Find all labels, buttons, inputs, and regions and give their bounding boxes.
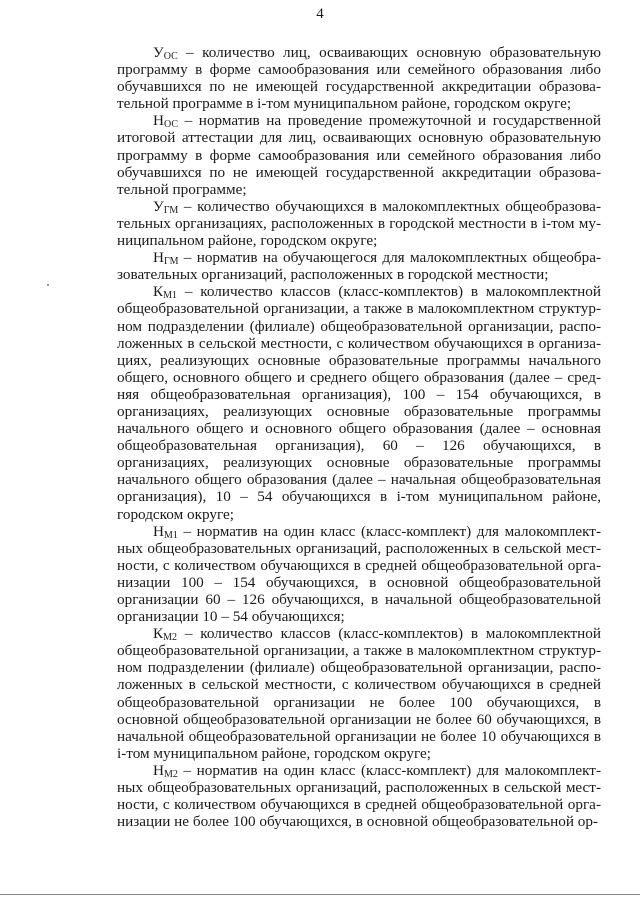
symbol: У xyxy=(153,197,164,215)
paragraph-n-m1 xyxy=(117,523,601,626)
symbol: Н xyxy=(153,112,164,130)
symbol: Н xyxy=(153,761,164,779)
symbol-subscript: М1 xyxy=(163,290,178,302)
scan-speck xyxy=(47,284,49,286)
symbol-subscript: М2 xyxy=(163,768,178,780)
symbol: У xyxy=(153,44,164,61)
paragraph-text: – норматив на обучающегося для малокомплектных общеобразовательных организаций, расположенных в городской местности; xyxy=(117,249,601,284)
paragraph-text: – количество классов (класс-комплектов) в малокомплектной общеобразовательной организации, а также в малокомплектном структурном подразделении (филиале) общеобразовательной организации, расположенных в сельской местности, с количеством обучающихся в организациях, реализующих основные образовательные программы начального общего, основного общего и среднего общего образования (далее – средняя общеобразовательная организация), 100 – 154 обучающихся, в организациях, реализующих основные образовательные программы начального общего и основного общего образования (далее – основная общеобразовательная организация), 60 – 126 обучающихся, в организациях, реализующих основные образовательные программы начального общего образования (далее – начальная общеобразовательная организация), 10 – 54 обучающихся в i-том муниципальном районе, городском округе; xyxy=(117,283,601,523)
symbol: К xyxy=(153,283,164,301)
paragraph-u-os xyxy=(117,44,601,112)
paragraph-n-m2 xyxy=(117,762,601,830)
symbol-subscript: ГМ xyxy=(163,256,179,268)
paragraph-text: – количество обучающихся в малокомплектных общеобразовательных организациях, расположенных в городской местности в i-том муниципальном районе, городском округе; xyxy=(117,197,601,250)
symbol-subscript: М1 xyxy=(163,529,178,541)
page-bottom-rule xyxy=(0,894,640,895)
paragraph-text: – норматив на один класс (класс-комплект) для малокомплектных общеобразовательных организаций, расположенных в сельской местности, с количеством обучающихся в средней общеобразовательной организации 100 – 154 обучающихся, в основной общеобразовательной организации 60 – 126 обучающихся, в начальной общеобразовательной организации 10 – 54 обучающихся; xyxy=(117,522,601,626)
symbol-subscript: М2 xyxy=(163,632,178,644)
paragraph-n-gm xyxy=(117,249,601,283)
page-number: 4 xyxy=(316,6,324,22)
paragraph-text: – норматив на один класс (класс-комплект) для малокомплектных общеобразовательных организаций, расположенных в сельской местности, с количеством обучающихся в средней общеобразовательной организации не более 100 обучающихся, в основной общеобразовательной ор- xyxy=(117,761,601,831)
symbol: К xyxy=(153,625,164,643)
symbol: Н xyxy=(153,522,164,540)
symbol-subscript: ГМ xyxy=(163,204,179,216)
document-body xyxy=(117,44,601,830)
paragraph-text: – количество классов (класс-комплектов) в малокомплектной общеобразовательной организации, а также в малокомплектном структурном подразделении (филиале) общеобразовательной организации, расположенных в сельской местности, с количеством обучающихся в средней общеобразовательной организации не более 100 обучающихся, в основной общеобразовательной организации не более 60 обучающихся, в начальной общеобразовательной организации не более 10 обучающихся в i-том муниципальном районе, городском округе; xyxy=(117,625,601,762)
symbol: Н xyxy=(153,249,164,267)
paragraph-text: – норматив на проведение промежуточной и государственной итоговой аттестации для лиц, осваивающих основную образовательную программу в форме самообразования или семейного образования либо обучавшихся по не имеющей государственной аккредитации образовательной программе; xyxy=(117,112,601,198)
symbol-subscript: ОС xyxy=(163,119,178,131)
paragraph-k-m1 xyxy=(117,283,601,522)
paragraph-k-m2 xyxy=(117,625,601,762)
paragraph-u-gm xyxy=(117,198,601,249)
symbol-subscript: ОС xyxy=(163,51,178,62)
paragraph-text: – количество лиц, осваивающих основную образовательную программу в форме самообразования или семейного образования либо обучавшихся по не имеющей государственной аккредитации образовательной программе в i-том муниципальном районе, городском округе; xyxy=(117,44,601,113)
paragraph-n-os xyxy=(117,112,601,197)
